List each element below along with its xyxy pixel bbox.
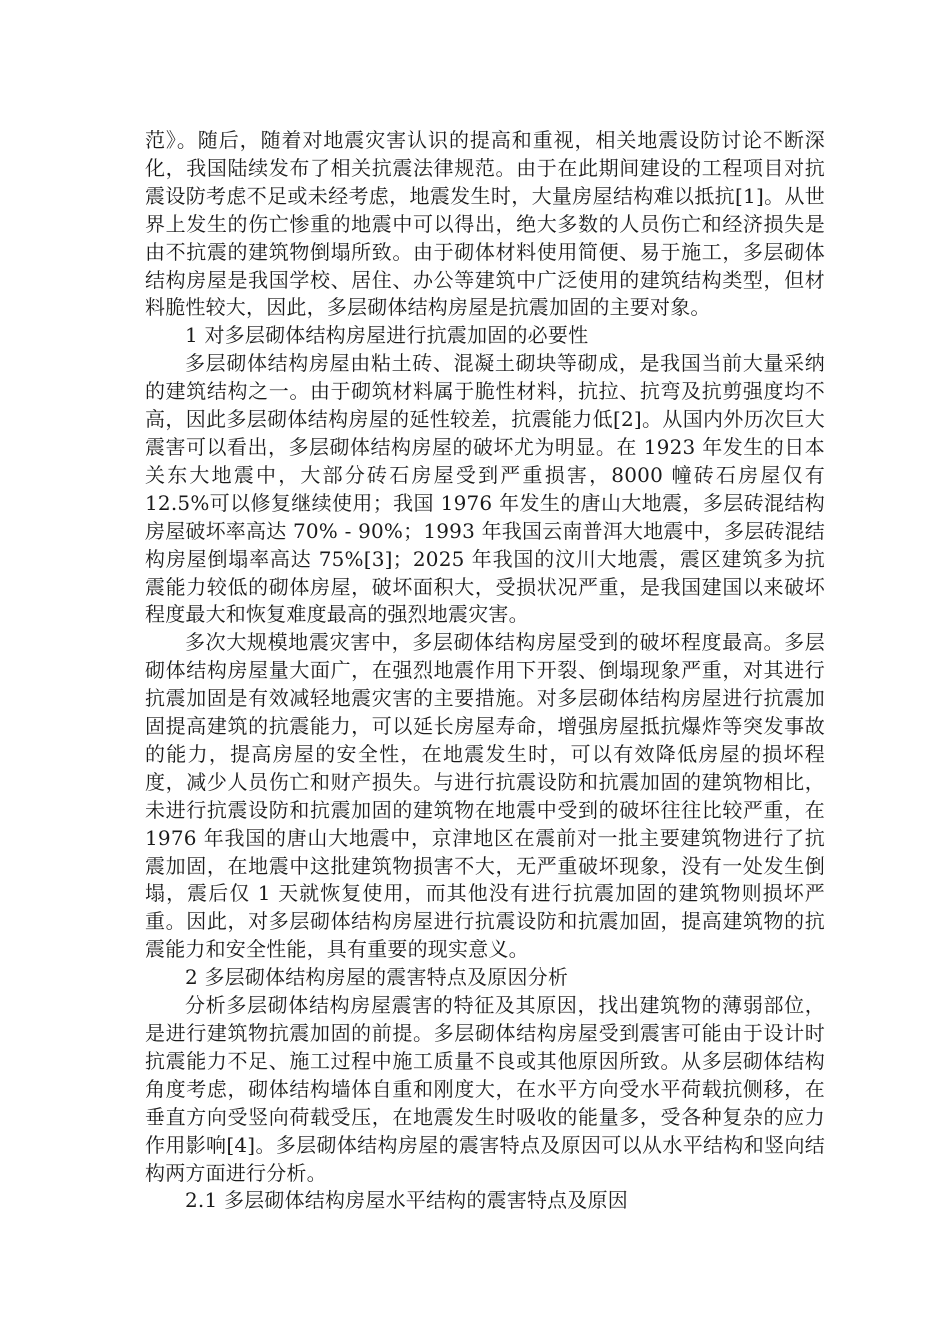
section-heading-1: 1 对多层砌体结构房屋进行抗震加固的必要性 <box>185 323 589 348</box>
paragraph-necessity-2: 多次大规模地震灾害中，多层砌体结构房屋受到的破坏程度最高。多层砌体结构房屋量大面广，在强烈地震作用下开裂、倒塌现象严重，对其进行抗震加固是有效减轻地震灾害的主要措施。对多层砌体结构房屋进行抗震加固提高建筑的抗震能力，可以延长房屋寿命，增强房屋抵抗爆炸等突发事故的能力，提高房屋的安全性，在地震发生时，可以有效降低房屋的损坏程度，减少人员伤亡和财产损失。与进行抗震设防和抗震加固的建筑物相比，未进行抗震设防和抗震加固的建筑物在地震中受到的破坏往往比较严重，在 1976 年我国的唐山大地震中，京津地区在震前对一批主要建筑物进行了抗震加固，在地震中这批建筑物损害不大，无严重破坏现象，没有一处发生倒塌，震后仅 1 天就恢复使用，而其他没有进行抗震加固的建筑物则损坏严重。因此，对多层砌体结构房屋进行抗震设防和抗震加固，提高建筑物的抗震能力和安全性能，具有重要的现实意义。 <box>145 630 825 962</box>
paragraph-necessity-1: 多层砌体结构房屋由粘土砖、混凝土砌块等砌成，是我国当前大量采纳的建筑结构之一。由于砌筑材料属于脆性材料，抗拉、抗弯及抗剪强度均不高，因此多层砌体结构房屋的延性较差，抗震能力低[2]。从国内外历次巨大震害可以看出，多层砌体结构房屋的破坏尤为明显。在 1923 年发生的日本关东大地震中，大部分砖石房屋受到严重损害，8000 幢砖石房屋仅有 12.5%可以修复继续使用；我国 1976 年发生的唐山大地震，多层砖混结构房屋破坏率高达 70% - 90%；1993 年我国云南普洱大地震中，多层砖混结构房屋倒塌率高达 75%[3]；2025 年我国的汶川大地震，震区建筑多为抗震能力较低的砌体房屋，破坏面积大，受损状况严重，是我国建国以来破坏程度最大和恢复难度最高的强烈地震灾害。 <box>145 351 825 627</box>
section-heading-2: 2 多层砌体结构房屋的震害特点及原因分析 <box>185 965 569 990</box>
document-body <box>145 127 825 1215</box>
paragraph-intro-continued: 范》。随后，随着对地震灾害认识的提高和重视，相关地震设防讨论不断深化，我国陆续发布了相关抗震法律规范。由于在此期间建设的工程项目对抗震设防考虑不足或未经考虑，地震发生时，大量房屋结构难以抵抗[1]。从世界上发生的伤亡惨重的地震中可以得出，绝大多数的人员伤亡和经济损失是由不抗震的建筑物倒塌所致。由于砌体材料使用简便、易于施工，多层砌体结构房屋是我国学校、居住、办公等建筑中广泛使用的建筑结构类型，但材料脆性较大，因此，多层砌体结构房屋是抗震加固的主要对象。 <box>145 128 825 320</box>
subsection-heading-2-1: 2.1 多层砌体结构房屋水平结构的震害特点及原因 <box>185 1188 628 1213</box>
paragraph-damage-analysis: 分析多层砌体结构房屋震害的特征及其原因，找出建筑物的薄弱部位，是进行建筑物抗震加固的前提。多层砌体结构房屋受到震害可能由于设计时抗震能力不足、施工过程中施工质量不良或其他原因所致。从多层砌体结构角度考虑，砌体结构墙体自重和刚度大，在水平方向受水平荷载抗侧移，在垂直方向受竖向荷载受压，在地震发生时吸收的能量多，受各种复杂的应力作用影响[4]。多层砌体结构房屋的震害特点及原因可以从水平结构和竖向结构两方面进行分析。 <box>145 993 825 1185</box>
